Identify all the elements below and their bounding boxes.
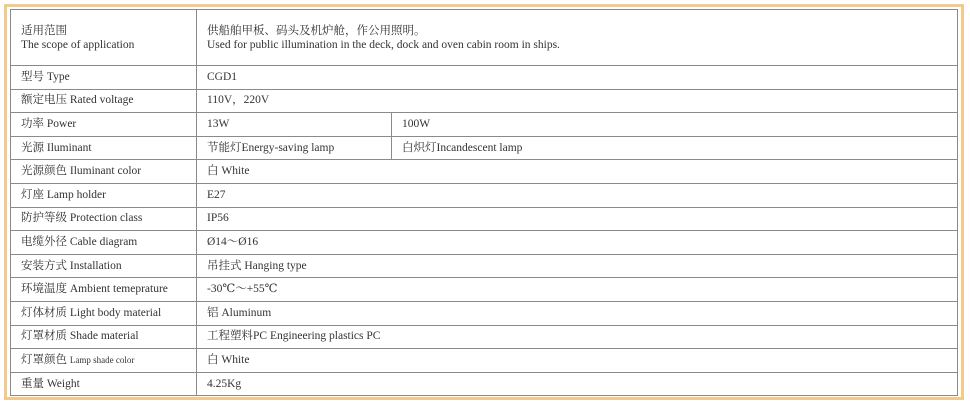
row-install bbox=[11, 254, 958, 278]
shade-value: 工程塑料PC Engineering plastics PC bbox=[197, 325, 958, 349]
type-label: 型号 Type bbox=[11, 66, 197, 90]
temp-value: -30℃～+55℃ bbox=[197, 278, 958, 302]
row-temp bbox=[11, 278, 958, 302]
row-power bbox=[11, 113, 958, 137]
row-weight bbox=[11, 372, 958, 396]
row-cable bbox=[11, 231, 958, 255]
row-body bbox=[11, 301, 958, 325]
row-protection bbox=[11, 207, 958, 231]
row-type bbox=[11, 66, 958, 90]
scope-value-en: Used for public illumination in the deck, dock and oven cabin room in ships. bbox=[207, 39, 560, 51]
source-value-b: 白炽灯Incandescent lamp bbox=[392, 136, 958, 160]
row-color bbox=[11, 160, 958, 184]
scope-label-cn: 适用范围 bbox=[21, 25, 67, 37]
voltage-label: 额定电压 Rated voltage bbox=[11, 89, 197, 113]
temp-label: 环境温度 Ambient temeprature bbox=[11, 278, 197, 302]
color-label: 光源颜色 Iluminant color bbox=[11, 160, 197, 184]
row-voltage bbox=[11, 89, 958, 113]
color-value: 白 White bbox=[197, 160, 958, 184]
row-shade-color bbox=[11, 349, 958, 373]
shade-label: 灯罩材质 Shade material bbox=[11, 325, 197, 349]
install-label: 安装方式 Installation bbox=[11, 254, 197, 278]
voltage-value: 110V，220V bbox=[197, 89, 958, 113]
shade-color-value: 白 White bbox=[197, 349, 958, 373]
row-scope bbox=[11, 10, 958, 66]
weight-value: 4.25Kg bbox=[197, 372, 958, 396]
shade-color-label bbox=[11, 349, 197, 373]
row-shade bbox=[11, 325, 958, 349]
holder-value: E27 bbox=[197, 183, 958, 207]
shade-color-label-en: Lamp shade color bbox=[69, 354, 135, 365]
holder-label: 灯座 Lamp holder bbox=[11, 183, 197, 207]
body-value: 铝 Aluminum bbox=[197, 301, 958, 325]
scope-label-en: The scope of application bbox=[21, 39, 135, 51]
scope-value-cn: 供船舶甲板、码头及机炉舱，作公用照明。 bbox=[207, 25, 426, 37]
protection-label: 防护等级 Protection class bbox=[11, 207, 197, 231]
cable-label: 电缆外径 Cable diagram bbox=[11, 231, 197, 255]
scope-value bbox=[197, 10, 958, 66]
body-label: 灯体材质 Light body material bbox=[11, 301, 197, 325]
row-holder bbox=[11, 183, 958, 207]
power-label: 功率 Power bbox=[11, 113, 197, 137]
spec-table bbox=[10, 9, 958, 396]
source-value-a: 节能灯Energy-saving lamp bbox=[197, 136, 392, 160]
protection-value: IP56 bbox=[197, 207, 958, 231]
weight-label: 重量 Weight bbox=[11, 372, 197, 396]
scope-label bbox=[11, 10, 197, 66]
power-value-a: 13W bbox=[197, 113, 392, 137]
shade-color-label-cn: 灯罩颜色 bbox=[21, 353, 67, 366]
row-source bbox=[11, 136, 958, 160]
cable-value: Ø14～Ø16 bbox=[197, 231, 958, 255]
source-label: 光源 Iluminant bbox=[11, 136, 197, 160]
install-value: 吊挂式 Hanging type bbox=[197, 254, 958, 278]
type-value: CGD1 bbox=[197, 66, 958, 90]
power-value-b: 100W bbox=[392, 113, 958, 137]
